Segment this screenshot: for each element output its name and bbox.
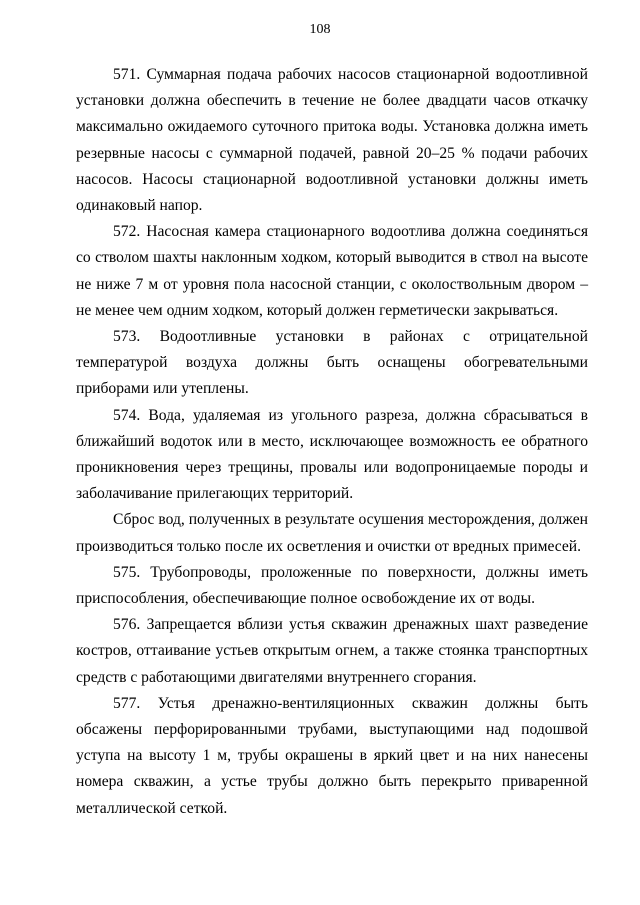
document-body	[76, 62, 588, 822]
paragraph-576: 576. Запрещается вблизи устья скважин дренажных шахт разведение костров, оттаивание устьев открытым огнем, а также стоянка транспортных средств с работающими двигателями внутреннего сгорания.	[76, 616, 588, 686]
paragraph-574: 574. Вода, удаляемая из угольного разреза, должна сбрасываться в ближайший водоток или в место, исключающее возможность ее обратного проникновения через трещины, провалы или водопроницаемые породы и заболачивание прилегающих территорий.	[76, 406, 588, 503]
paragraph-577: 577. Устья дренажно-вентиляционных скважин должны быть обсажены перфорированными трубами, выступающими над подошвой уступа на высоту 1 м, трубы окрашены в яркий цвет и на них нанесены номера скважин, а устье трубы должно быть перекрыто приваренной металлической сеткой.	[76, 694, 588, 817]
paragraph-571: 571. Суммарная подача рабочих насосов стационарной водоотливной установки должна обеспечить в течение не более двадцати часов откачку максимально ожидаемого суточного притока воды. Установка должна иметь резервные насосы с суммарной подачей, равной 20–25 % подачи рабочих насосов. Насосы стационарной водоотливной установки должны иметь одинаковый напор.	[76, 66, 588, 215]
page-number: 108	[309, 22, 331, 37]
paragraph-573: 573. Водоотливные установки в районах с отрицательной температурой воздуха должны быть оснащены обогревательными приборами или утеплены.	[76, 328, 588, 398]
paragraph-575: 575. Трубопроводы, проложенные по поверхности, должны иметь приспособления, обеспечивающие полное освобождение их от воды.	[76, 563, 588, 608]
paragraph-574-continuation: Сброс вод, полученных в результате осушения месторождения, должен производиться только после их осветления и очистки от вредных примесей.	[76, 511, 588, 555]
paragraph-572: 572. Насосная камера стационарного водоотлива должна соединяться со стволом шахты наклонным ходком, который выводится в ствол на высоте не ниже 7 м от уровня пола насосной станции, с околоствольным двором – не менее чем одним ходком, который должен герметически закрываться.	[76, 223, 588, 319]
